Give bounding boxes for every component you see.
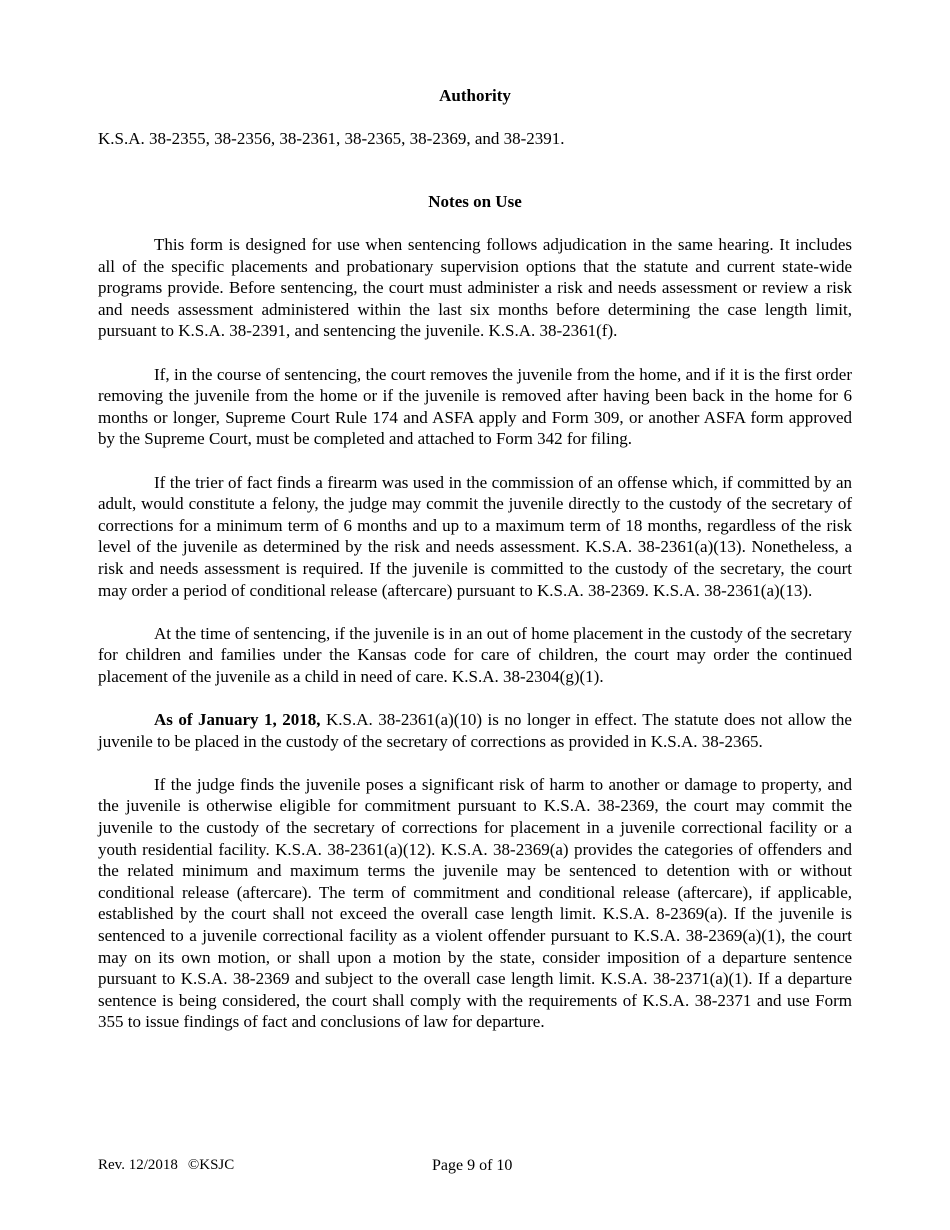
notes-paragraph-text: At the time of sentencing, if the juvenile is in an out of home placement in the custody of the secretary for children and families under the Kansas code for care of children, the court may order the continued placement of the juvenile as a child in need of care. K.S.A. 38-2304(g)(1). xyxy=(98,623,852,686)
notes-paragraph-text: If, in the course of sentencing, the court removes the juvenile from the home, and if it is the first order removing the juvenile from the home or if the juvenile is removed after having been back in the home for 6 months or longer, Supreme Court Rule 174 and ASFA apply and Form 309, or another ASFA form approved by the Supreme Court, must be completed and attached to Form 342 for filing. xyxy=(98,364,852,449)
notes-paragraph-bold-lead: As of January 1, 2018, xyxy=(154,710,321,730)
notes-paragraph-text: If the judge finds the juvenile poses a significant risk of harm to another or damage to property, and the juvenile is otherwise eligible for commitment pursuant to K.S.A. 38-2369, the court may commit the juvenile to the custody of the secretary of corrections for placement in a juvenile correctional facility or a youth residential facility. K.S.A. 38-2361(a)(12). K.S.A. 38-2369(a) provides the categories of offenders and the related minimum and maximum terms the juvenile may be sentenced to detention with or without conditional release (aftercare). The term of commitment and conditional release (aftercare), if applicable, established by the court shall not exceed the overall case length limit. K.S.A. 8-2369(a). If the juvenile is sentenced to a juvenile correctional facility as a violent offender pursuant to K.S.A. 38-2369(a)(1), the court may on its own motion, or shall upon a motion by the state, consider imposition of a departure sentence pursuant to K.S.A. 38-2369 and subject to the overall case length limit. K.S.A. 38-2371(a)(1). If a departure sentence is being considered, the court shall comply with the requirements of K.S.A. 38-2371 and use Form 355 to issue findings of fact and conclusions of law for departure. xyxy=(98,774,852,1032)
footer-revision: Rev. 12/2018 xyxy=(98,1157,178,1173)
notes-paragraph-text: K.S.A. 38-2361(a)(10) is no longer in effect. The statute does not allow the juvenile to be placed in the custody of the secretary of corrections as provided in K.S.A. 38-2365. xyxy=(98,710,852,751)
notes-paragraph xyxy=(98,774,852,1033)
authority-heading: Authority xyxy=(439,86,511,105)
footer-copyright: ©KSJC xyxy=(187,1157,235,1173)
notes-paragraph xyxy=(98,709,852,752)
notes-paragraph-text: This form is designed for use when sentencing follows adjudication in the same hearing. It includes all of the specific placements and probationary supervision options that the statute and current state-wide programs provide. Before sentencing, the court must administer a risk and needs assessment or review a risk and needs assessment administered within the last six months before determining the case length limit, pursuant to K.S.A. 38-2391, and sentencing the juvenile. K.S.A. 38-2361(f). xyxy=(98,235,852,341)
authority-citations: K.S.A. 38-2355, 38-2356, 38-2361, 38-2365, 38-2369, and 38-2391. xyxy=(98,129,565,148)
notes-paragraph-text: If the trier of fact finds a firearm was used in the commission of an offense which, if committed by an adult, would constitute a felony, the judge may commit the juvenile directly to the custody of the secretary of corrections for a minimum term of 6 months and up to a maximum term of 18 months, regardless of the risk level of the juvenile as determined by the risk and needs assessment. K.S.A. 38-2361(a)(13). Nonetheless, a risk and needs assessment is required. If the juvenile is committed to the custody of the secretary, the court may order a period of conditional release (aftercare) pursuant to K.S.A. 38-2369. K.S.A. 38-2361(a)(13). xyxy=(98,472,852,600)
page-footer xyxy=(98,1157,852,1177)
notes-on-use-heading: Notes on Use xyxy=(428,192,522,211)
footer-revision-block xyxy=(98,1157,234,1174)
notes-on-use-body xyxy=(98,234,852,1055)
notes-paragraph xyxy=(98,364,852,450)
footer-page-number: Page 9 of 10 xyxy=(432,1157,513,1174)
notes-paragraph xyxy=(98,623,852,688)
notes-paragraph xyxy=(98,472,852,602)
notes-paragraph xyxy=(98,234,852,342)
